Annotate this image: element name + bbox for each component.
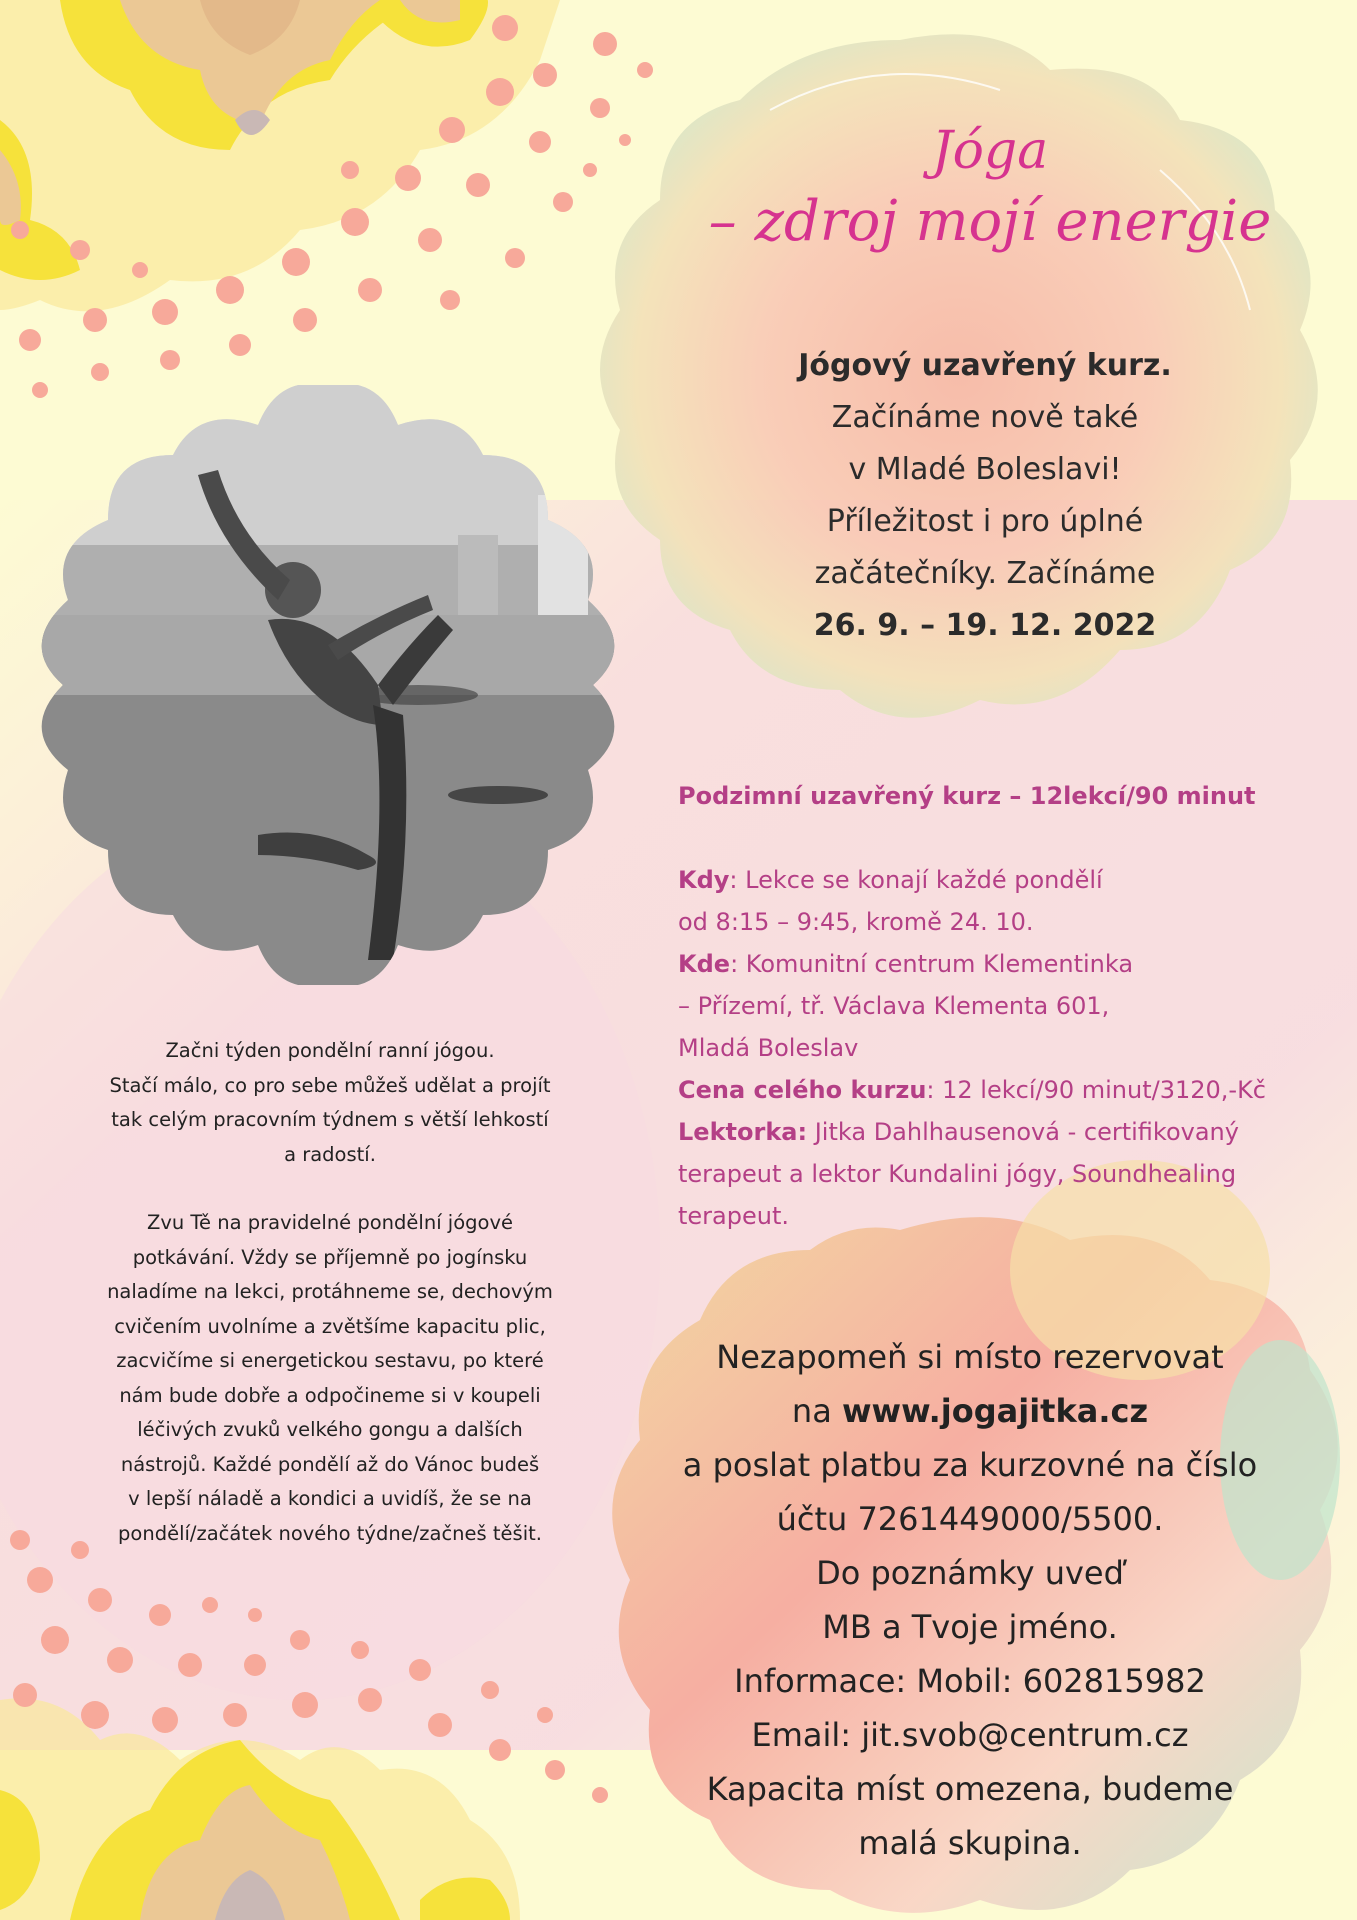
intro-line-3: v Mladé Boleslavi! <box>848 452 1122 487</box>
reserve-line-2 <box>640 1384 1300 1438</box>
left-text-line: tak celým pracovním týdnem s větší lehkostí <box>111 1108 549 1131</box>
left-text-line: v lepší náladě a kondici a uvidíš, že se na <box>128 1487 532 1510</box>
reserve-line-3: a poslat platbu za kurzovné na číslo <box>682 1446 1258 1484</box>
where-label: Kde <box>678 950 731 978</box>
where-line-1: : Komunitní centrum Klementinka <box>730 950 1134 978</box>
course-info <box>678 775 1338 1237</box>
course-price <box>678 1069 1338 1111</box>
intro-line-2: Začínáme nově také <box>831 400 1139 435</box>
title-line-2: – zdroj mojí energie <box>708 188 1272 254</box>
intro-line-1: Jógový uzavřený kurz. <box>798 348 1172 383</box>
left-text-line: Zvu Tě na pravidelné pondělní jógové <box>146 1211 514 1234</box>
email-info: Email: jit.svob@centrum.cz <box>751 1716 1189 1754</box>
left-text-line: nástrojů. Každé pondělí až do Vánoc budeš <box>120 1452 540 1476</box>
course-heading: Podzimní uzavřený kurz – 12lekcí/90 minut <box>678 782 1256 810</box>
lecturer-line-1: Jitka Dahlhausenová - certifikovaný <box>807 1118 1239 1146</box>
left-text-line: a radostí. <box>284 1142 376 1166</box>
reserve-line-5: Do poznámky uveď <box>816 1554 1124 1592</box>
reserve-line-9: Kapacita míst omezena, budeme <box>706 1770 1234 1808</box>
where-line-2: – Přízemí, tř. Václava Klementa 601, <box>678 992 1110 1020</box>
when-line-1: : Lekce se konají každé pondělí <box>729 866 1103 894</box>
when-label: Kdy <box>678 866 730 894</box>
website-link[interactable]: www.jogajitka.cz <box>841 1392 1149 1430</box>
reserve-pre-web: na <box>791 1392 842 1430</box>
left-text-line: cvičením uvolníme a zvětšíme kapacitu plic, <box>114 1314 546 1338</box>
left-text-line: nám bude dobře a odpočineme si v koupeli <box>119 1383 541 1407</box>
course-lecturer <box>678 1111 1338 1153</box>
course-where <box>678 943 1338 985</box>
reservation-info <box>640 1330 1300 1870</box>
lecturer-line-2: terapeut a lektor Kundalini jógy, Soundhealing <box>678 1160 1237 1188</box>
lecturer-line-3: terapeut. <box>678 1202 789 1230</box>
intro-dates: 26. 9. – 19. 12. 2022 <box>813 608 1157 643</box>
invitation-text <box>70 1034 590 1551</box>
price-label: Cena celého kurzu <box>678 1076 927 1104</box>
left-text-line: naladíme na lekci, protáhneme se, dechovým <box>107 1280 553 1303</box>
left-text-line: léčivých zvuků velkého gongu a dalších <box>137 1418 523 1441</box>
intro-block <box>690 340 1280 652</box>
when-line-2: od 8:15 – 9:45, kromě 24. 10. <box>678 908 1034 936</box>
left-text-line: Začni týden pondělní ranní jógou. <box>165 1039 495 1062</box>
price-value: : 12 lekcí/90 minut/3120,-Kč <box>926 1076 1267 1104</box>
lecturer-label: Lektorka: <box>678 1118 808 1146</box>
left-text-line: potkávání. Vždy se příjemně po jogínsku <box>132 1245 528 1269</box>
mandala-top-left <box>0 0 560 311</box>
where-line-3: Mladá Boleslav <box>678 1034 859 1062</box>
left-text-line: Stačí málo, co pro sebe můžeš udělat a projít <box>109 1073 551 1097</box>
left-text-line: pondělí/začátek nového týdne/začneš těšit. <box>118 1521 542 1545</box>
reserve-line-10: malá skupina. <box>858 1824 1082 1862</box>
title <box>640 118 1340 258</box>
reserve-line-1: Nezapomeň si místo rezervovat <box>716 1338 1224 1376</box>
phone-info: Informace: Mobil: 602815982 <box>734 1662 1206 1700</box>
reserve-line-6: MB a Tvoje jméno. <box>822 1608 1118 1646</box>
intro-line-5: začátečníky. Začínáme <box>814 556 1156 591</box>
left-text-line: zacvičíme si energetickou sestavu, po které <box>116 1349 544 1372</box>
bank-account: účtu 7261449000/5500. <box>776 1500 1164 1538</box>
title-line-1: Jóga <box>931 121 1049 181</box>
course-when <box>678 859 1338 901</box>
intro-line-4: Příležitost i pro úplné <box>826 504 1144 539</box>
